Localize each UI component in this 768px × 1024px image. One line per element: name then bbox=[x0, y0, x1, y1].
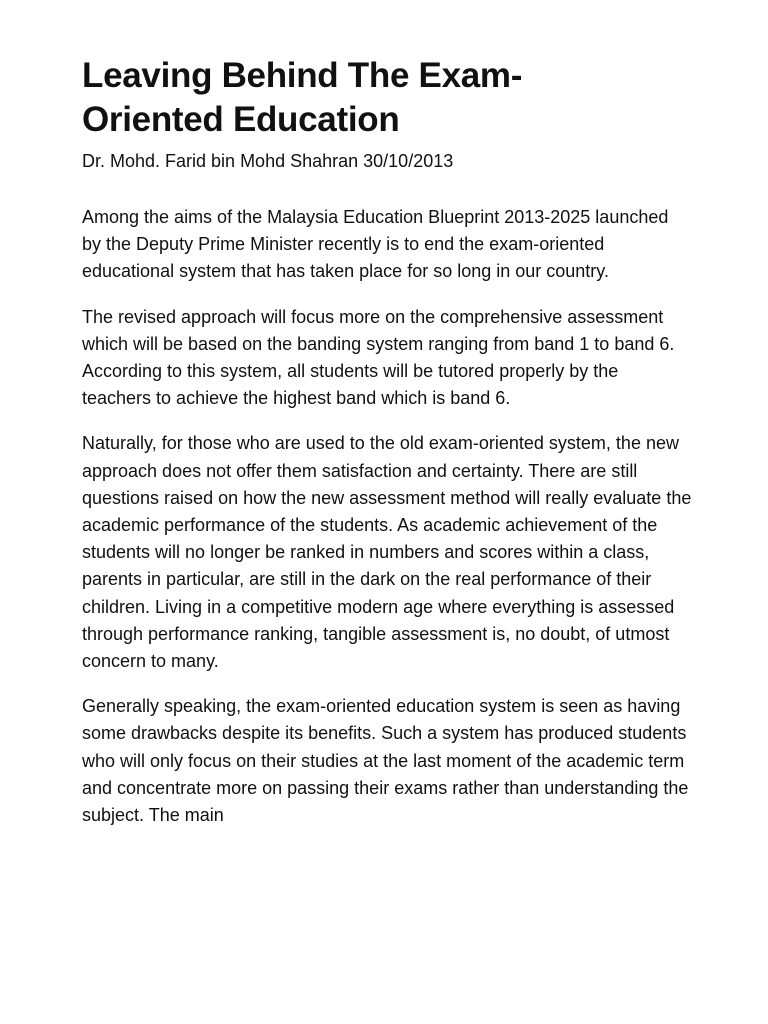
article-body bbox=[82, 204, 692, 829]
article-title-line-1: Leaving Behind The Exam- bbox=[82, 56, 523, 95]
paragraph-2: The revised approach will focus more on the comprehensive assessment which will be based on the banding system ranging from band 1 to band 6. According to this system, all students will be tutored properly by the teachers to achieve the highest band which is band 6. bbox=[82, 306, 675, 409]
article bbox=[82, 54, 692, 847]
article-title bbox=[82, 54, 692, 142]
article-title-line-2: Oriented Education bbox=[82, 100, 400, 139]
paragraph-1: Among the aims of the Malaysia Education Blueprint 2013-2025 launched by the Deputy Prime Minister recently is to end the exam-oriented educational system that has taken place for so long in our country. bbox=[82, 207, 669, 282]
article-byline: Dr. Mohd. Farid bin Mohd Shahran 30/10/2013 bbox=[82, 151, 454, 171]
paragraph-4: Generally speaking, the exam-oriented education system is seen as having some drawbacks despite its benefits. Such a system has produced students who will only focus on their studies at the last moment of the academic term and concentrate more on passing their exams rather than understanding the subject. The main bbox=[82, 696, 689, 826]
paragraph-3: Naturally, for those who are used to the old exam-oriented system, the new approach does not offer them satisfaction and certainty. There are still questions raised on how the new assessment method will really evaluate the academic performance of the students. As academic achievement of the students will no longer be ranked in numbers and scores within a class, parents in particular, are still in the dark on the real performance of their children. Living in a competitive modern age where everything is assessed through performance ranking, tangible assessment is, no doubt, of utmost concern to many. bbox=[82, 433, 692, 672]
